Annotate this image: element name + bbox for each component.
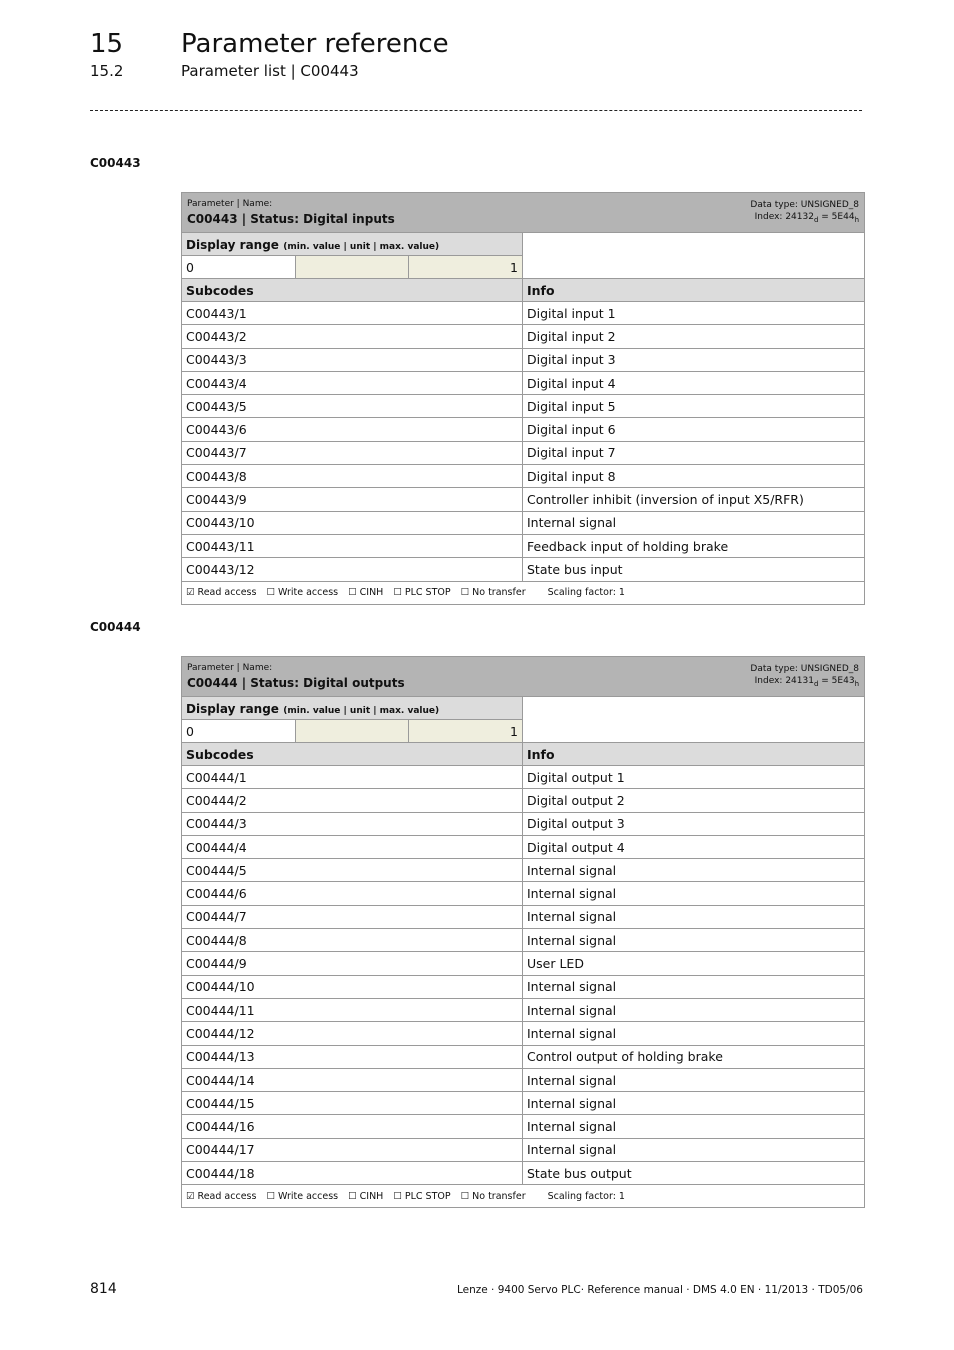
display-range-label — [182, 233, 523, 256]
info-cell: Internal signal — [523, 998, 865, 1021]
display-range-values — [182, 720, 523, 743]
display-range-blank — [523, 233, 865, 279]
display-range-subtitle: (min. value | unit | max. value) — [283, 241, 440, 252]
subcodes-header: Subcodes — [182, 279, 523, 302]
subcode-cell: C00444/8 — [182, 929, 523, 952]
param-index — [750, 675, 859, 690]
table-row — [182, 558, 865, 581]
param-meta — [750, 199, 859, 226]
access-flag: ☑ Read access — [186, 1190, 257, 1202]
subcode-cell: C00444/9 — [182, 952, 523, 975]
table-row — [182, 952, 865, 975]
access-flag: ☐ CINH — [348, 1190, 384, 1202]
section-number: 15.2 — [90, 62, 124, 80]
subcode-cell: C00443/12 — [182, 558, 523, 581]
info-cell: Internal signal — [523, 905, 865, 928]
subcode-cell: C00444/12 — [182, 1022, 523, 1045]
table-row — [182, 325, 865, 348]
info-cell: Digital output 1 — [523, 766, 865, 789]
subcode-cell: C00443/10 — [182, 511, 523, 534]
subcode-cell: C00444/10 — [182, 975, 523, 998]
param-meta — [750, 663, 859, 690]
info-cell: Internal signal — [523, 929, 865, 952]
display-range-title: Display range — [186, 237, 279, 252]
subcode-cell: C00444/4 — [182, 835, 523, 858]
table-row — [182, 511, 865, 534]
param-section-label: C00444 — [90, 620, 141, 634]
info-cell: Digital input 5 — [523, 395, 865, 418]
table-row — [182, 882, 865, 905]
table-row — [182, 1115, 865, 1138]
subcode-cell: C00444/6 — [182, 882, 523, 905]
range-unit — [295, 720, 408, 742]
subcode-cell: C00444/3 — [182, 812, 523, 835]
scaling-factor: Scaling factor: 1 — [547, 1190, 625, 1202]
index-hex: = 5E44 — [818, 212, 855, 222]
table-row — [182, 1092, 865, 1115]
info-cell: Digital input 2 — [523, 325, 865, 348]
info-cell: Digital input 3 — [523, 348, 865, 371]
table-row — [182, 1138, 865, 1161]
info-cell: Feedback input of holding brake — [523, 534, 865, 557]
info-cell: Controller inhibit (inversion of input X5/RFR) — [523, 488, 865, 511]
info-cell: Digital input 4 — [523, 371, 865, 394]
subcode-cell: C00444/5 — [182, 859, 523, 882]
table-row — [182, 835, 865, 858]
info-cell: Digital output 3 — [523, 812, 865, 835]
subcode-cell: C00444/7 — [182, 905, 523, 928]
index-dec: Index: 24131 — [754, 676, 814, 686]
info-cell: Control output of holding brake — [523, 1045, 865, 1068]
info-cell: Internal signal — [523, 1115, 865, 1138]
info-cell: User LED — [523, 952, 865, 975]
table-row — [182, 1045, 865, 1068]
param-name: C00443 | Status: Digital inputs — [187, 212, 395, 226]
display-range-values — [182, 256, 523, 279]
index-dec: Index: 24132 — [754, 212, 814, 222]
table-row — [182, 1022, 865, 1045]
param-name-label: Parameter | Name: — [187, 663, 273, 673]
parameter-table — [181, 656, 865, 1208]
table-row — [182, 395, 865, 418]
table-row — [182, 859, 865, 882]
table-row — [182, 302, 865, 325]
subcode-cell: C00443/9 — [182, 488, 523, 511]
table-row — [182, 465, 865, 488]
index-hex-suffix: h — [854, 679, 859, 688]
param-index — [750, 211, 859, 226]
table-row — [182, 441, 865, 464]
table-row — [182, 789, 865, 812]
table-row — [182, 929, 865, 952]
document-info: Lenze · 9400 Servo PLC· Reference manual · DMS 4.0 EN · 11/2013 · TD05/06 — [456, 1284, 863, 1296]
table-row — [182, 488, 865, 511]
index-dec-suffix: d — [813, 215, 819, 224]
table-row — [182, 812, 865, 835]
table-row — [182, 1162, 865, 1185]
subcode-cell: C00444/14 — [182, 1068, 523, 1091]
subcode-cell: C00443/2 — [182, 325, 523, 348]
param-name-label: Parameter | Name: — [187, 199, 273, 209]
access-flags-row — [182, 1185, 865, 1208]
data-type: Data type: UNSIGNED_8 — [750, 200, 859, 210]
display-range-title: Display range — [186, 701, 279, 716]
info-cell: Internal signal — [523, 1022, 865, 1045]
subcode-cell: C00443/5 — [182, 395, 523, 418]
param-name: C00444 | Status: Digital outputs — [187, 676, 405, 690]
range-min: 0 — [182, 256, 295, 278]
access-flag: ☐ CINH — [348, 587, 384, 599]
subcode-cell: C00444/15 — [182, 1092, 523, 1115]
index-hex: = 5E43 — [818, 676, 855, 686]
table-row — [182, 1068, 865, 1091]
subcode-cell: C00443/4 — [182, 371, 523, 394]
subcode-cell: C00444/16 — [182, 1115, 523, 1138]
info-cell: Internal signal — [523, 1068, 865, 1091]
access-flag: ☑ Read access — [186, 587, 257, 599]
data-type: Data type: UNSIGNED_8 — [750, 664, 859, 674]
info-header: Info — [523, 743, 865, 766]
table-row — [182, 975, 865, 998]
info-cell: Internal signal — [523, 1138, 865, 1161]
subcode-cell: C00444/13 — [182, 1045, 523, 1068]
info-cell: Digital output 4 — [523, 835, 865, 858]
access-flags — [182, 581, 865, 604]
info-cell: Internal signal — [523, 882, 865, 905]
access-flag: ☐ PLC STOP — [393, 587, 451, 599]
subcode-cell: C00443/6 — [182, 418, 523, 441]
table-row — [182, 766, 865, 789]
info-cell: Digital input 1 — [523, 302, 865, 325]
table-row — [182, 998, 865, 1021]
header-divider — [90, 110, 862, 111]
subcodes-header: Subcodes — [182, 743, 523, 766]
subcode-cell: C00443/11 — [182, 534, 523, 557]
access-flag: ☐ Write access — [266, 1190, 339, 1202]
subcode-cell: C00444/1 — [182, 766, 523, 789]
scaling-factor: Scaling factor: 1 — [547, 587, 625, 599]
subcode-cell: C00443/1 — [182, 302, 523, 325]
table-row — [182, 418, 865, 441]
access-flag: ☐ PLC STOP — [393, 1190, 451, 1202]
subcode-cell: C00444/11 — [182, 998, 523, 1021]
section-title: Parameter list | C00443 — [181, 62, 359, 80]
access-flag: ☐ Write access — [266, 587, 339, 599]
subcode-cell: C00444/17 — [182, 1138, 523, 1161]
info-cell: State bus output — [523, 1162, 865, 1185]
info-cell: Internal signal — [523, 511, 865, 534]
info-header: Info — [523, 279, 865, 302]
table-row — [182, 905, 865, 928]
access-flag: ☐ No transfer — [460, 1190, 526, 1202]
access-flags-row — [182, 581, 865, 604]
range-min: 0 — [182, 720, 295, 742]
chapter-title: Parameter reference — [181, 29, 449, 59]
info-cell: Internal signal — [523, 1092, 865, 1115]
info-cell: State bus input — [523, 558, 865, 581]
range-unit — [295, 256, 408, 278]
page-number: 814 — [90, 1281, 117, 1297]
index-dec-suffix: d — [813, 679, 819, 688]
param-section-label: C00443 — [90, 156, 141, 170]
parameter-table — [181, 192, 865, 605]
table-row — [182, 371, 865, 394]
chapter-number: 15 — [90, 29, 124, 59]
info-cell: Internal signal — [523, 859, 865, 882]
subcode-cell: C00444/2 — [182, 789, 523, 812]
subcode-cell: C00443/3 — [182, 348, 523, 371]
display-range-label — [182, 697, 523, 720]
info-cell: Digital input 7 — [523, 441, 865, 464]
param-header — [182, 193, 865, 233]
info-cell: Digital output 2 — [523, 789, 865, 812]
range-max: 1 — [409, 256, 522, 278]
display-range-subtitle: (min. value | unit | max. value) — [283, 705, 440, 716]
param-header — [182, 657, 865, 697]
info-cell: Internal signal — [523, 975, 865, 998]
display-range-blank — [523, 697, 865, 743]
table-row — [182, 534, 865, 557]
access-flags — [182, 1185, 865, 1208]
subcode-cell: C00443/8 — [182, 465, 523, 488]
index-hex-suffix: h — [854, 215, 859, 224]
table-row — [182, 348, 865, 371]
info-cell: Digital input 6 — [523, 418, 865, 441]
access-flag: ☐ No transfer — [460, 587, 526, 599]
info-cell: Digital input 8 — [523, 465, 865, 488]
range-max: 1 — [409, 720, 522, 742]
subcode-cell: C00443/7 — [182, 441, 523, 464]
subcode-cell: C00444/18 — [182, 1162, 523, 1185]
